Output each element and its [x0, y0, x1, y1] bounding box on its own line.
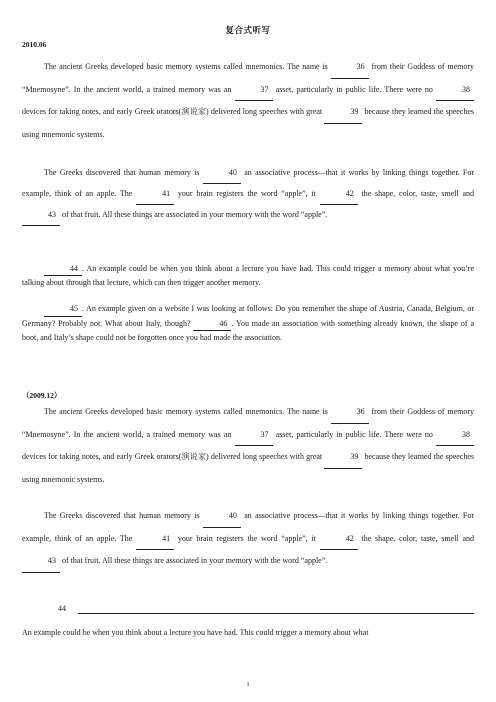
blank-44-number: 44 [58, 604, 66, 613]
blank-37[interactable]: 37 [235, 79, 273, 102]
blank-42[interactable]: 42 [320, 184, 358, 205]
blank-38[interactable]: 38 [436, 424, 474, 447]
text: the shape, color, taste, smell and [361, 189, 475, 198]
text: asset, particularly in public life. There were no [275, 429, 433, 439]
blank-44-long-line[interactable] [78, 613, 474, 614]
text: from their Goddess of memory “Mnemosyne”. In the ancient world, a trained memory was an [22, 62, 475, 94]
section2-paragraph-2 [22, 505, 474, 573]
section-label-2010: 2010.06 [22, 40, 47, 49]
text: devices for taking notes, and early Greek orators(演说家) delivered long speeches with great [22, 452, 323, 461]
blank-39[interactable]: 39 [324, 101, 362, 124]
text: asset, particularly in public life. There were no [275, 84, 433, 94]
section1-paragraph-4 [22, 302, 474, 345]
text: The ancient Greeks developed basic memory systems called mnemonics. The name is [44, 407, 328, 416]
text: The Greeks discovered that human memory is [44, 511, 200, 520]
text: of that fruit. All these things are associated in your memory with the word “apple”. [62, 556, 328, 565]
text: . An example could be when you think about a lecture you have had. This could trigger a memory about what you’re talking about through that lecture, which can then trigger another memory. [22, 264, 474, 288]
section-label-2009: （2009.12） [22, 391, 62, 400]
text: the shape, color, taste, smell and [361, 533, 475, 543]
blank-36[interactable]: 36 [331, 401, 369, 424]
blank-38[interactable]: 38 [436, 79, 474, 102]
page-title: 复合式听写 [225, 25, 271, 35]
section2-paragraph-3 [22, 627, 474, 639]
text: The Greeks discovered that human memory is [44, 168, 200, 177]
text: an associative process—that it works by linking things together. For example, think of an apple. The [22, 511, 475, 543]
blank-43[interactable]: 43 [22, 205, 60, 226]
section1-paragraph-3 [22, 262, 474, 289]
text: because they learned the speeches using mnemonic systems. [22, 452, 475, 484]
blank-41[interactable]: 41 [136, 184, 174, 205]
blank-37[interactable]: 37 [235, 424, 273, 447]
section1-paragraph-1 [22, 56, 474, 145]
blank-46[interactable]: 46 [193, 317, 231, 332]
text: your brain registers the word “apple”, it [177, 533, 316, 543]
text: of that fruit. All these things are associated in your memory with the word “apple”. [62, 210, 328, 219]
text: . You made an association with something already known, the shape of a boot, and Italy’s shape could not be forgotten once you had made the association. [22, 318, 474, 343]
blank-39[interactable]: 39 [324, 446, 362, 469]
text: an associative process—that it works by linking things together. For example, think of an apple. The [22, 168, 475, 198]
blank-45[interactable]: 45 [44, 302, 82, 317]
blank-40[interactable]: 40 [203, 505, 241, 528]
blank-40[interactable]: 40 [203, 163, 241, 184]
text: . An example given on a website I was looking at follows: Do you remember the shape of Austria, Canada, Belgium, or Germany? Probably not. What about Italy, though? [22, 304, 474, 328]
text: from their Goddess of memory “Mnemosyne”. In the ancient world, a trained memory was an [22, 407, 475, 439]
blank-41[interactable]: 41 [136, 528, 174, 551]
text: devices for taking notes, and early Greek orators(演说家) delivered long speeches with great [22, 107, 323, 116]
text: because they learned the speeches using mnemonic systems. [22, 107, 475, 139]
text: An example could be when you think about a lecture you have had. This could trigger a memory about what [22, 628, 369, 637]
page-number: 1 [246, 681, 250, 688]
section1-paragraph-2 [22, 163, 474, 226]
blank-43[interactable]: 43 [22, 550, 60, 573]
text: your brain registers the word “apple”, it [177, 189, 316, 198]
blank-44[interactable]: 44 [44, 262, 82, 276]
blank-42[interactable]: 42 [320, 528, 358, 551]
text: The ancient Greeks developed basic memory systems called mnemonics. The name is [44, 62, 328, 71]
section2-paragraph-1 [22, 401, 474, 490]
blank-36[interactable]: 36 [331, 56, 369, 79]
